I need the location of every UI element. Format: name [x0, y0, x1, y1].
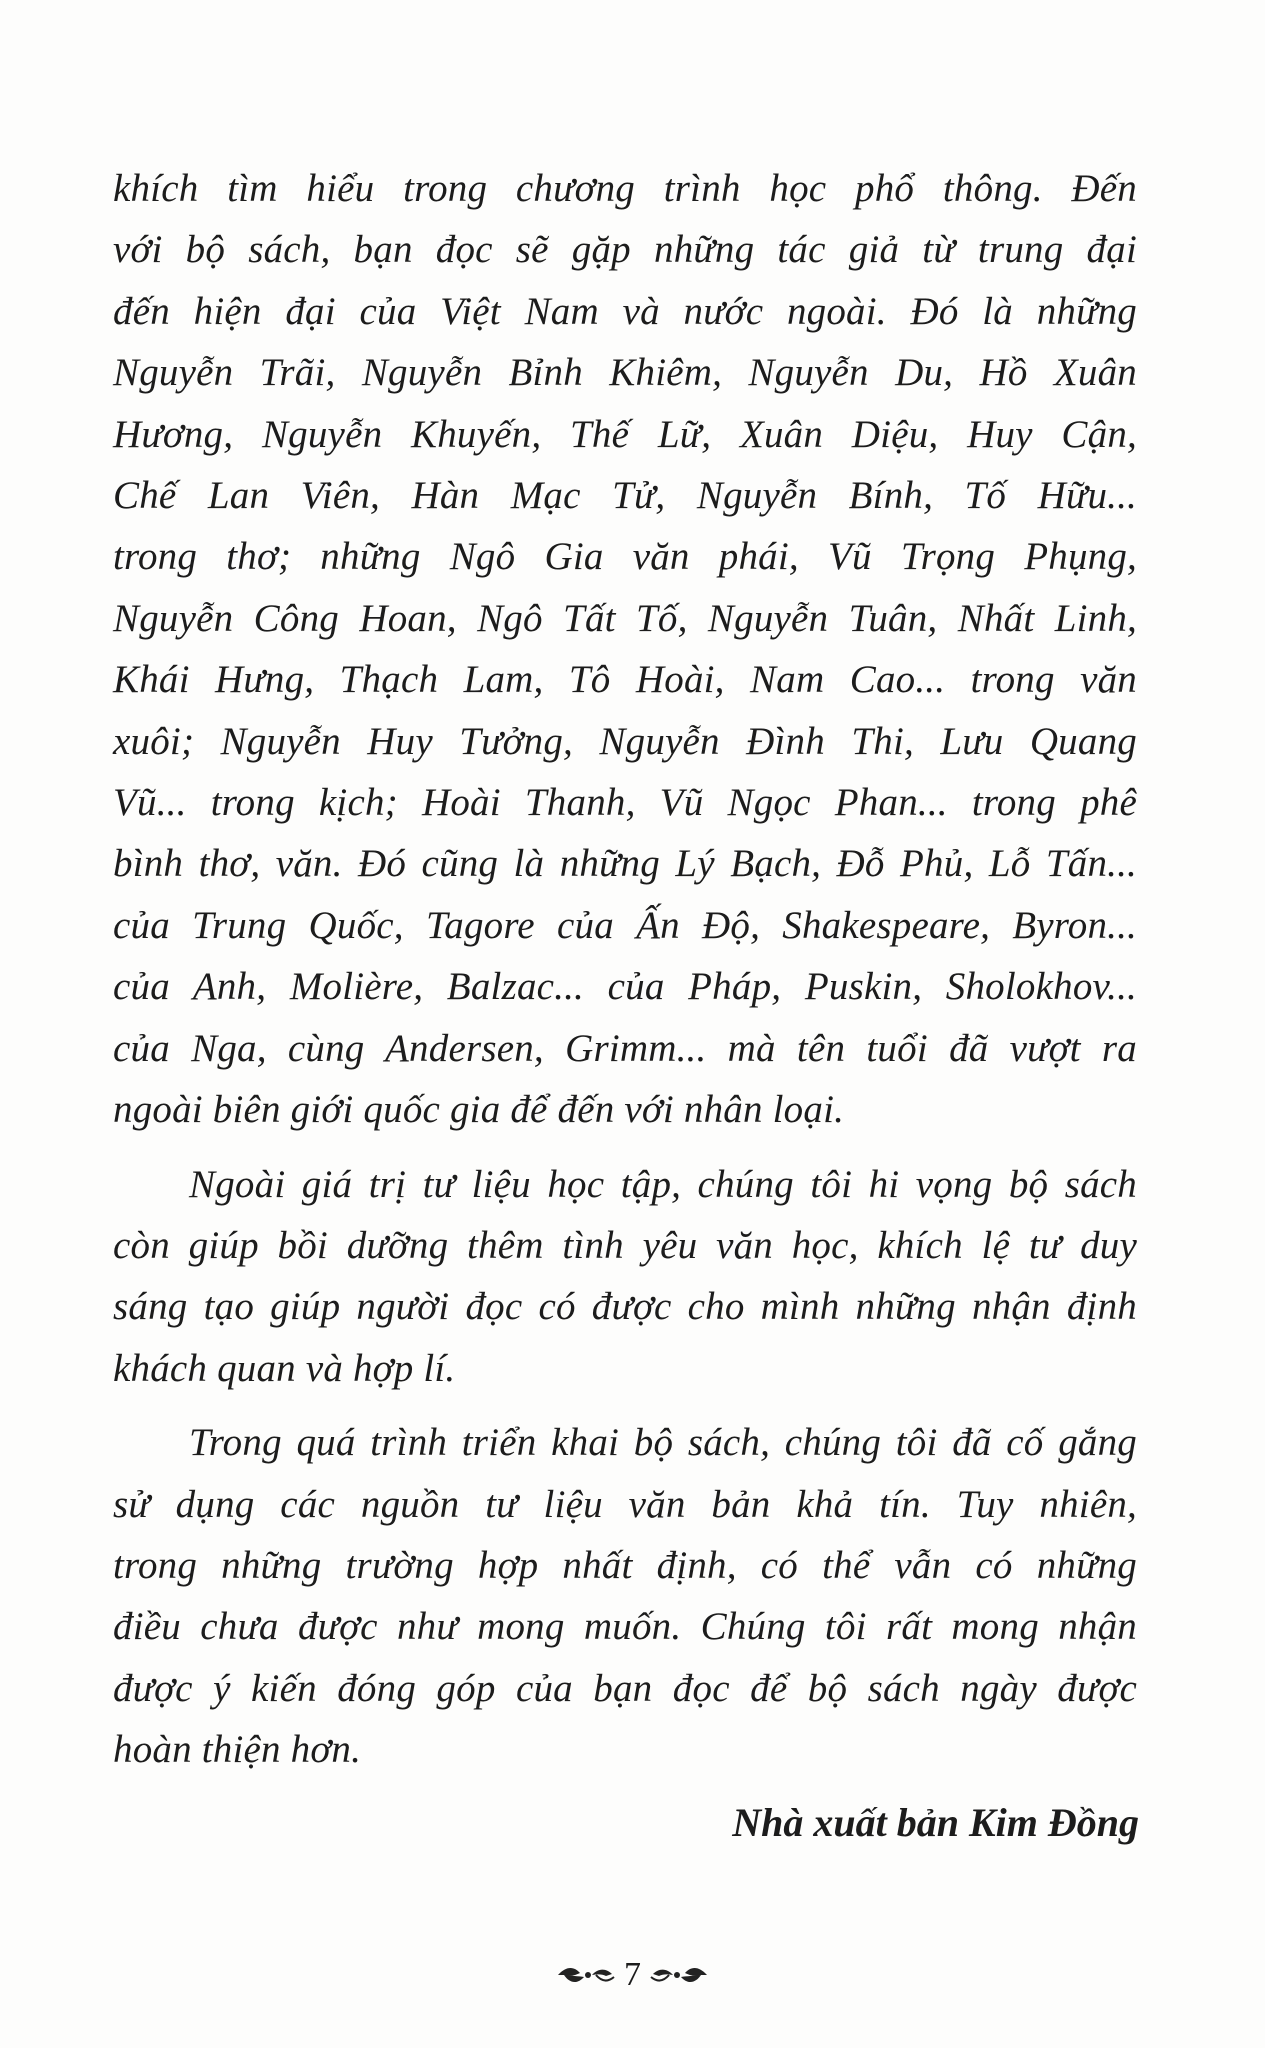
body-text: [113, 158, 1137, 1781]
text-line: trong thơ; những Ngô Gia văn phái, Vũ Trọng Phụng,: [113, 535, 1137, 579]
text-line: điều chưa được như mong muốn. Chúng tôi rất mong nhận: [113, 1605, 1137, 1649]
page-number: 7: [624, 1956, 641, 1993]
text-line: được ý kiến đóng góp của bạn đọc để bộ sách ngày được: [113, 1666, 1137, 1710]
text-line: hoàn thiện hơn.: [113, 1728, 362, 1772]
text-line: với bộ sách, bạn đọc sẽ gặp những tác giả từ trung đại: [113, 228, 1137, 272]
text-line: Nguyễn Công Hoan, Ngô Tất Tố, Nguyễn Tuân, Nhất Linh,: [113, 596, 1137, 640]
text-line: sử dụng các nguồn tư liệu văn bản khả tín. Tuy nhiên,: [113, 1482, 1137, 1526]
text-line: Nguyễn Trãi, Nguyễn Bỉnh Khiêm, Nguyễn Du, Hồ Xuân: [113, 351, 1137, 395]
paragraph-1: [113, 158, 1137, 1141]
text-line: sáng tạo giúp người đọc có được cho mình những nhận định: [113, 1285, 1137, 1329]
text-line: Ngoài giá trị tư liệu học tập, chúng tôi hi vọng bộ sách: [189, 1162, 1137, 1206]
floral-ornament-icon: [556, 1962, 616, 1988]
text-line: còn giúp bồi dưỡng thêm tình yêu văn học, khích lệ tư duy: [113, 1223, 1137, 1267]
publisher-signature: Nhà xuất bản Kim Đồng: [732, 1800, 1139, 1845]
text-line: của Trung Quốc, Tagore của Ấn Độ, Shakespeare, Byron...: [113, 903, 1137, 947]
text-line: Chế Lan Viên, Hàn Mạc Tử, Nguyễn Bính, Tố Hữu...: [113, 474, 1137, 518]
text-line: Vũ... trong kịch; Hoài Thanh, Vũ Ngọc Phan... trong phê: [113, 781, 1137, 825]
text-line: xuôi; Nguyễn Huy Tưởng, Nguyễn Đình Thi, Lưu Quang: [113, 719, 1137, 763]
page-footer: [0, 1955, 1265, 1995]
text-line: Hương, Nguyễn Khuyến, Thế Lữ, Xuân Diệu, Huy Cận,: [113, 412, 1137, 456]
text-line: đến hiện đại của Việt Nam và nước ngoài. Đó là những: [113, 289, 1137, 333]
text-line: Trong quá trình triển khai bộ sách, chúng tôi đã cố gắng: [189, 1421, 1137, 1465]
text-line: ngoài biên giới quốc gia để đến với nhân loại.: [113, 1088, 845, 1132]
text-line: khích tìm hiểu trong chương trình học phổ thông. Đến: [113, 167, 1137, 210]
paragraph-2: [113, 1154, 1137, 1400]
text-line: của Anh, Molière, Balzac... của Pháp, Puskin, Sholokhov...: [113, 965, 1137, 1009]
text-line: của Nga, cùng Andersen, Grimm... mà tên tuổi đã vượt ra: [113, 1026, 1137, 1070]
text-line: khách quan và hợp lí.: [113, 1346, 456, 1390]
text-line: bình thơ, văn. Đó cũng là những Lý Bạch, Đỗ Phủ, Lỗ Tấn...: [113, 842, 1137, 886]
paragraph-3: [113, 1412, 1137, 1780]
text-line: Khái Hưng, Thạch Lam, Tô Hoài, Nam Cao... trong văn: [113, 658, 1137, 702]
floral-ornament-icon: [649, 1962, 709, 1988]
text-line: trong những trường hợp nhất định, có thể vẫn có những: [113, 1543, 1137, 1587]
